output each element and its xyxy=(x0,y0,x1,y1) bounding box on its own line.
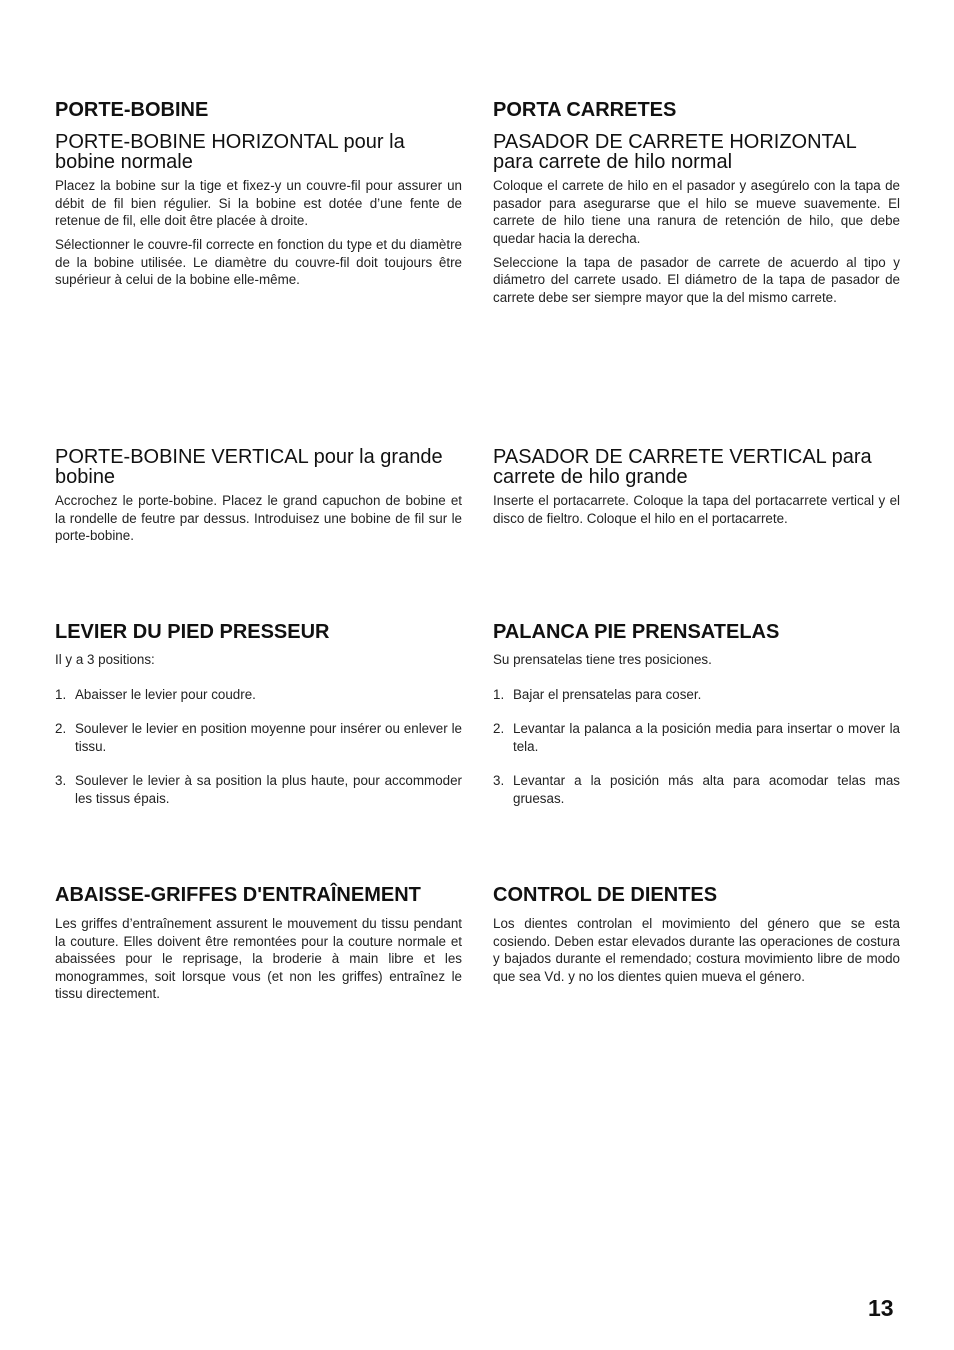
step-number: 3. xyxy=(493,773,505,789)
step-number: 2. xyxy=(55,721,67,737)
paragraph-vertical-fr: Accrochez le porte-bobine. Placez le grand capuchon de bobine et la rondelle de feutre par dessus. Introduisez une bobine de fil sur le porte-bobine. xyxy=(55,493,462,544)
porte-bobine-section xyxy=(55,98,462,289)
step-number: 3. xyxy=(55,773,67,789)
step-number: 1. xyxy=(493,686,505,702)
paragraph-horizontal-2-fr: Sélectionner le couvre-fil correcte en fonction du type et du diamètre de la bobine utilisée. Le diamètre du couvre-fil doit toujours être supérieur à celui de la bobine elle-même. xyxy=(55,237,462,288)
step-text: Abaisser le levier pour coudre. xyxy=(75,686,256,702)
page-number: 13 xyxy=(868,1295,894,1321)
list-item xyxy=(55,686,462,704)
step-text: Soulever le levier à sa position la plus haute, pour accommoder les tissus épais. xyxy=(75,773,462,806)
palanca-steps xyxy=(493,686,900,808)
step-text: Bajar el prensatelas para coser. xyxy=(513,686,702,702)
subtitle-vertical-es: PASADOR DE CARRETE VERTICAL para carrete de hilo grande xyxy=(493,446,872,488)
section-title-palanca: PALANCA PIE PRENSATELAS xyxy=(493,621,780,643)
step-text: Levantar la palanca a la posición media para insertar o mover la tela. xyxy=(513,721,900,754)
porte-bobine-vertical-section xyxy=(55,447,462,545)
step-number: 1. xyxy=(55,686,67,702)
list-item xyxy=(493,686,900,704)
control-section xyxy=(493,883,900,985)
griffes-section xyxy=(55,883,462,1003)
subtitle-horizontal-es: PASADOR DE CARRETE HORIZONTAL para carrete de hilo normal xyxy=(493,131,857,173)
section-title-control: CONTROL DE DIENTES xyxy=(493,884,718,906)
subtitle-horizontal-fr: PORTE-BOBINE HORIZONTAL pour la bobine normale xyxy=(55,131,405,173)
pasador-vertical-section xyxy=(493,447,900,527)
list-item xyxy=(55,772,462,807)
paragraph-horizontal-1-es: Coloque el carrete de hilo en el pasador y asegúrelo con la tapa de pasador para asegurarse que el hilo se mueve suavemente. El carrete de hilo tiene una ranura de retención de hilo, que debe quedar hacia la derecha. xyxy=(493,178,900,246)
paragraph-control: Los dientes controlan el movimiento del género que se esta cosiendo. Deben estar elevados durante las operaciones de costura y bajados durante el remendado; costura movimiento libre de modo que sea Vd. y no los dientes quien mueva el género. xyxy=(493,916,900,984)
step-text: Levantar a la posición más alta para acomodar telas mas gruesas. xyxy=(513,773,900,806)
list-item xyxy=(493,720,900,755)
porta-carretes-section xyxy=(493,98,900,307)
subtitle-vertical-fr: PORTE-BOBINE VERTICAL pour la grande bobine xyxy=(55,446,443,488)
section-title-griffes: ABAISSE-GRIFFES D'ENTRAÎNEMENT xyxy=(55,884,421,906)
section-title-porta-carretes: PORTA CARRETES xyxy=(493,99,677,121)
palanca-section xyxy=(493,620,900,825)
section-title-porte-bobine: PORTE-BOBINE xyxy=(55,99,209,121)
paragraph-vertical-es: Inserte el portacarrete. Coloque la tapa del portacarrete vertical y el disco de fieltro. Coloque el hilo en el portacarrete. xyxy=(493,493,900,526)
section-title-levier: LEVIER DU PIED PRESSEUR xyxy=(55,621,330,643)
paragraph-griffes: Les griffes d’entraînement assurent le mouvement du tissu pendant la couture. Elles doivent être remontées pour la couture normale et abaissées pour le reprisage, la broderie à main libre et les monogrammes, soit lorsque vous (et non les griffes) entraînez le tissu directement. xyxy=(55,916,462,1002)
paragraph-horizontal-1-fr: Placez la bobine sur la tige et fixez-y un couvre-fil pour assurer un débit de fil bien régulier. Si la bobine est dotée d’une fente de retenue de fil, elle doit être placée à droite. xyxy=(55,178,462,229)
levier-intro: Il y a 3 positions: xyxy=(55,652,155,667)
levier-steps xyxy=(55,686,462,808)
step-number: 2. xyxy=(493,721,505,737)
levier-section xyxy=(55,620,462,825)
paragraph-horizontal-2-es: Seleccione la tapa de pasador de carrete de acuerdo al tipo y diámetro del carrete usado. El diámetro de la tapa de pasador de carrete debe ser siempre mayor que la del mismo carrete. xyxy=(493,254,900,306)
list-item xyxy=(493,772,900,807)
step-text: Soulever le levier en position moyenne pour insérer ou enlever le tissu. xyxy=(75,721,462,754)
palanca-intro: Su prensatelas tiene tres posiciones. xyxy=(493,652,712,667)
list-item xyxy=(55,720,462,755)
